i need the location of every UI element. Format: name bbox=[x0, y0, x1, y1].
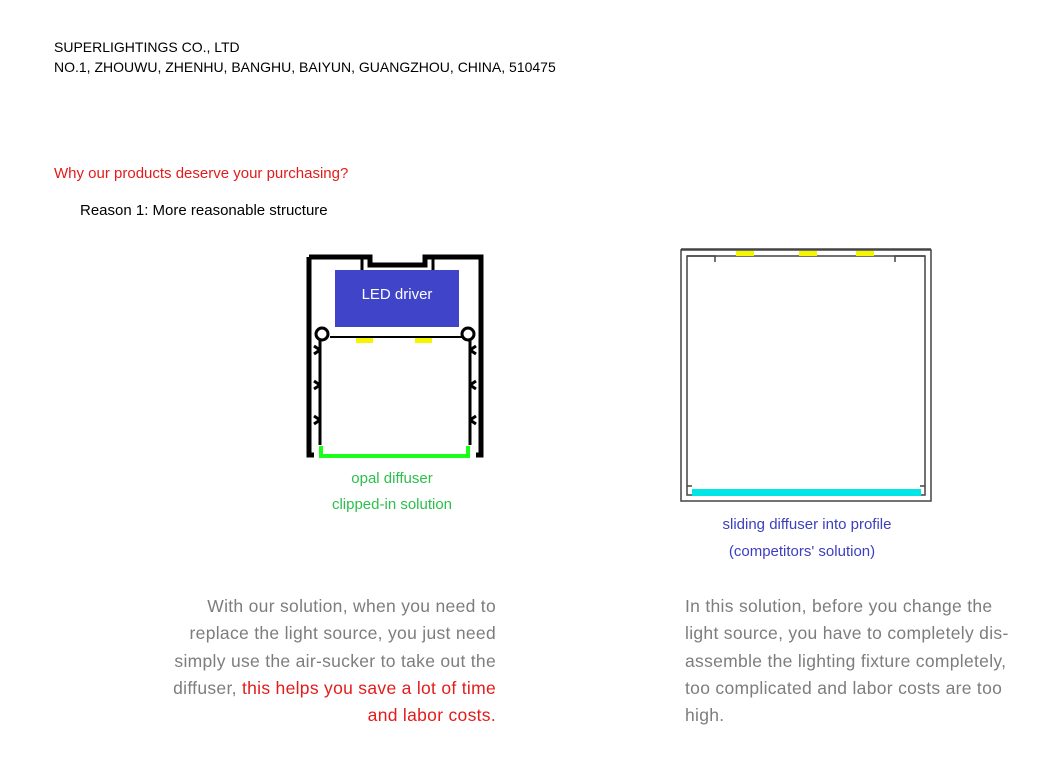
right-led-chip bbox=[856, 251, 874, 256]
sliding-diffuser bbox=[692, 489, 921, 496]
left-profile-left-wall bbox=[309, 257, 314, 455]
right-profile-outer bbox=[681, 250, 931, 501]
left-caption-line2: clipped-in solution bbox=[331, 496, 453, 513]
right-top-ledges bbox=[687, 256, 925, 262]
left-hook-left bbox=[316, 328, 328, 340]
company-name: SUPERLIGHTINGS CO., LTD bbox=[54, 39, 240, 55]
our-solution-highlight: this helps you save a lot of time and labor costs. bbox=[241, 677, 496, 726]
left-led-chip bbox=[415, 338, 432, 343]
left-caption-line1: opal diffuser bbox=[351, 470, 433, 487]
left-led-chip bbox=[356, 338, 373, 343]
led-driver-label: LED driver bbox=[361, 286, 433, 303]
reason-title: Reason 1: More reasonable structure bbox=[80, 202, 328, 219]
company-address: NO.1, ZHOUWU, ZHENHU, BANGHU, BAIYUN, GUANGZHOU, CHINA, 510475 bbox=[54, 59, 556, 75]
our-solution-description bbox=[168, 593, 496, 729]
right-led-chip bbox=[736, 251, 754, 256]
left-hook-right bbox=[462, 328, 474, 340]
right-profile-inner bbox=[687, 256, 925, 495]
right-led-chip bbox=[799, 251, 817, 256]
left-profile-inner-wall bbox=[320, 340, 470, 445]
competitor-solution-description: In this solution, before you change the light source, you have to completely dis-assemble the lighting fixture completely, too complicated and labor costs are too high. bbox=[685, 596, 1009, 726]
right-caption-line1: sliding diffuser into profile bbox=[722, 516, 892, 533]
section-question: Why our products deserve your purchasing? bbox=[54, 165, 349, 182]
our-solution-text: With our solution, when you need to replace the light source, you just need simply use the air-sucker to take out the diffuser, bbox=[173, 596, 496, 698]
right-caption-line2: (competitors' solution) bbox=[728, 543, 876, 560]
opal-diffuser bbox=[321, 446, 468, 456]
right-profile-diagram bbox=[681, 249, 931, 501]
